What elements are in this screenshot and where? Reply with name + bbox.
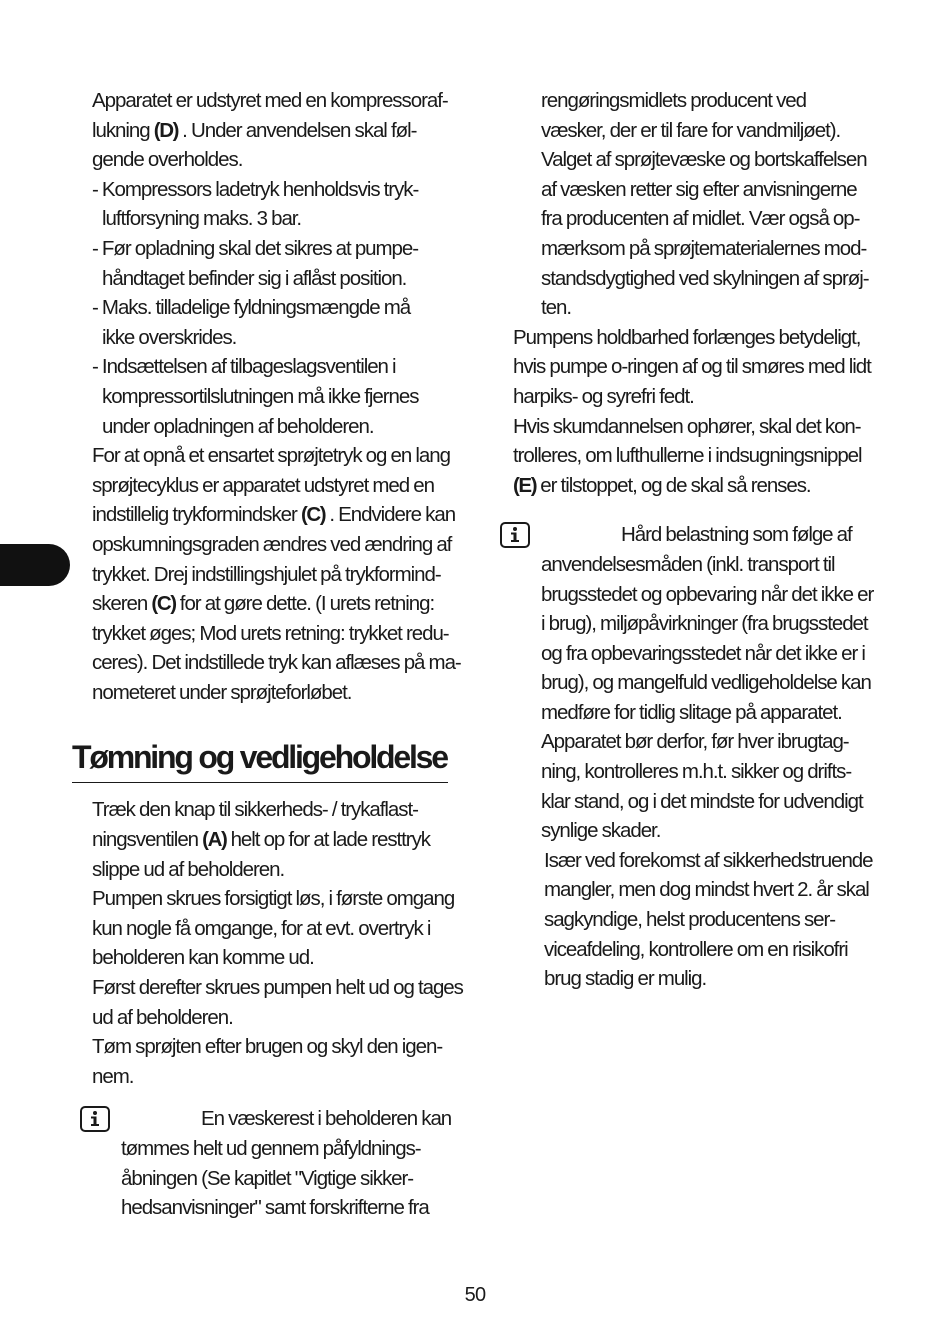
- info-icon: [500, 522, 530, 548]
- unscrew-paragraph: Først derefter skrues pumpen helt ud og tages ud af beholderen.: [92, 976, 463, 1029]
- bullet-item: - Før opladning skal det sikres at pumpe- håndtaget befinder sig i aflåst position.: [92, 236, 419, 290]
- pump-paragraph: Pumpen skrues forsigtigt løs, i første omgang kun nogle få omgange, for at evt. overtryk i beholderen kan komme ud.: [92, 887, 455, 970]
- bullet-item: - Indsættelsen af tilbageslagsventilen i kompressortilslutningen må ikke fjernes under opladningen af beholderen.: [92, 355, 419, 438]
- section-heading: Tømning og vedligeholdelse: [72, 739, 448, 783]
- valve-paragraph: Træk den knap til sikkerheds- / trykaflast- ningsventilen (A) helt op for at lade resttryk slippe ud af beholderen.: [92, 798, 430, 881]
- right-column: [500, 86, 875, 994]
- page-number: 50: [464, 1284, 486, 1306]
- info-icon: [80, 1106, 110, 1132]
- language-tab: [0, 544, 70, 586]
- durability-paragraph: Pumpens holdbarhed forlænges betydeligt, hvis pumpe o-ringen af og til smøres med lidt harpiks- og syrefri fedt.: [513, 325, 871, 408]
- compressor-intro: Apparatet er udstyret med en kompressoraf- lukning (D) . Under anvendelsen skal føl- gende overholdes.: [92, 89, 448, 172]
- pressure-paragraph: For at opnå et ensartet sprøjtetryk og en lang sprøjtecyklus er apparatet udstyret med en indstillelig trykformindsker (C) . Endvidere kan opskumningsgraden ændres ved ændring af trykket. Drej indstillingshjulet på trykformind- skeren (C) for at gøre dette. (I urets retning: trykket øges; Mod urets retning: trykket redu- ceres). Det indstillede tryk kan aflæses på ma- nometeret under sprøjteforløbet.: [92, 444, 461, 704]
- info-note-2: Hård belastning som følge af anvendelsesmåden (inkl. transport til brugsstedet og opbevaring når det ikke er i brug), miljøpåvirkninger (fra brugsstedet og fra opbevaringsstedet når det ikke er i brug), og mangelfuld vedligeholdelse kan medføre for tidlig slitage på apparatet. Apparatet bør derfor, før hver ibrugtag- ning, kontrolleres m.h.t. sikker og drifts- klar stand, og i det mindste for udvendigt synlige skader. Især ved forekomst af sikkerhedstruende mangler, men dog mindst hvert 2. år skal sagkyndige, helst producentens ser- viceafdeling, kontrollere om en risikofri brug stadig er mulig.: [500, 520, 875, 994]
- left-column: [72, 86, 463, 1223]
- note-continuation: rengøringsmidlets producent ved væsker, der er til fare for vandmiljøet). Valget af sprøjtevæske og bortskaffelsen af væsken retter sig efter anvisningerne fra producenten af midlet. Vær også op- mærksom på sprøjtematerialernes mod- standsdygtighed ved skylningen af sprøj- ten.: [541, 89, 869, 320]
- empty-paragraph: Tøm sprøjten efter brugen og skyl den igen- nem.: [92, 1035, 443, 1088]
- bullet-item: - Kompressors ladetryk henholdsvis tryk- luftforsyning maks. 3 bar.: [92, 177, 419, 231]
- inspection-paragraph: Især ved forekomst af sikkerhedstruende mangler, men dog mindst hvert 2. år skal sagkyndige, helst producentens ser- viceafdeling, kontrollere om en risikofri brug stadig er mulig.: [544, 848, 873, 991]
- foam-paragraph: Hvis skumdannelsen ophører, skal det kon- trolleres, om lufthullerne i indsugningsnippel (E) er tilstoppet, og de skal så renses.: [513, 414, 862, 497]
- bullet-item: - Maks. tilladelige fyldningsmængde må ikke overskrides.: [92, 296, 411, 349]
- info-note: En væskerest i beholderen kan tømmes helt ud gennem påfyldnings- åbningen (Se kapitlet "Vigtige sikker- hedsanvisninger" samt forskrifterne fra: [72, 1104, 452, 1222]
